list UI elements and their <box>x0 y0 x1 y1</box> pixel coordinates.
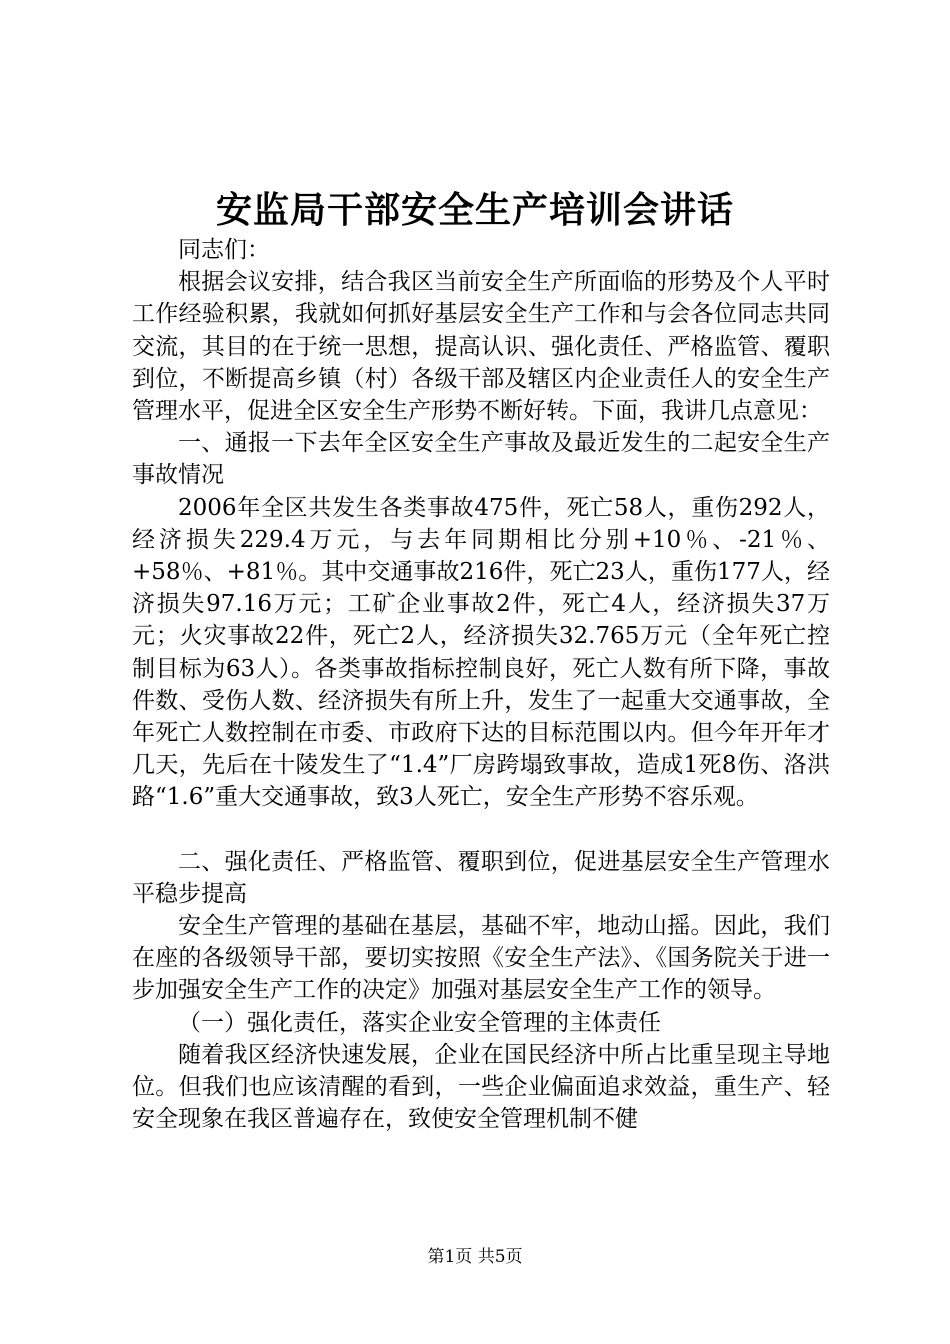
section-heading-2: 二、强化责任、严格监管、覆职到位，促进基层安全生产管理水平稳步提高 <box>132 848 830 907</box>
page-number-footer: 第1页 共5页 <box>427 1247 523 1267</box>
enterprise-paragraph: 随着我区经济快速发展，企业在国民经济中所占比重呈现主导地位。但我们也应该清醒的看到，一些企业偏面追求效益，重生产、轻安全现象在我区普遍存在，致使安全管理机制不健 <box>132 1041 830 1133</box>
document-body <box>132 234 830 1135</box>
salutation-paragraph: 同志们： <box>178 237 270 263</box>
intro-paragraph: 根据会议安排，结合我区当前安全生产所面临的形势及个人平时工作经验积累，我就如何抓好基层安全生产工作和与会各位同志共同交流，其目的在于统一思想，提高认识、强化责任、严格监管、覆职到位，不断提高乡镇（村）各级干部及辖区内企业责任人的安全生产管理水平，促进全区安全生产形势不断好转。下面，我讲几点意见： <box>132 269 830 425</box>
section-heading-1: 一、通报一下去年全区安全生产事故及最近发生的二起安全生产事故情况 <box>132 430 830 489</box>
subsection-heading-1: （一）强化责任，落实企业安全管理的主体责任 <box>178 1009 661 1036</box>
document-title: 安监局干部安全生产培训会讲话 <box>215 189 734 231</box>
statistics-paragraph: 2006年全区共发生各类事故475件，死亡58人，重伤292人，经济损失229.4万元，与去年同期相比分别+10％、-21％、+58％、+81％。其中交通事故216件，死亡23人，重伤177人，经济损失97.16万元；工矿企业事故2件，死亡4人，经济损失37万元；火灾事故22件，死亡2人，经济损失32.765万元（全年死亡控制目标为63人）。各类事故指标控制良好，死亡人数有所下降，事故件数、受伤人数、经济损失有所上升，发生了一起重大交通事故，全年死亡人数控制在市委、市政府下达的目标范围以内。但今年开年才几天，先后在十陵发生了“1.4”厂房跨塌致事故，造成1死8伤、洛洪路“1.6”重大交通事故，致3人死亡，安全生产形势不容乐观。 <box>132 494 830 811</box>
foundation-paragraph: 安全生产管理的基础在基层，基础不牢，地动山摇。因此，我们在座的各级领导干部，要切实按照《安全生产法》、《国务院关于进一步加强安全生产工作的决定》加强对基层安全生产工作的领导。 <box>132 913 830 1004</box>
